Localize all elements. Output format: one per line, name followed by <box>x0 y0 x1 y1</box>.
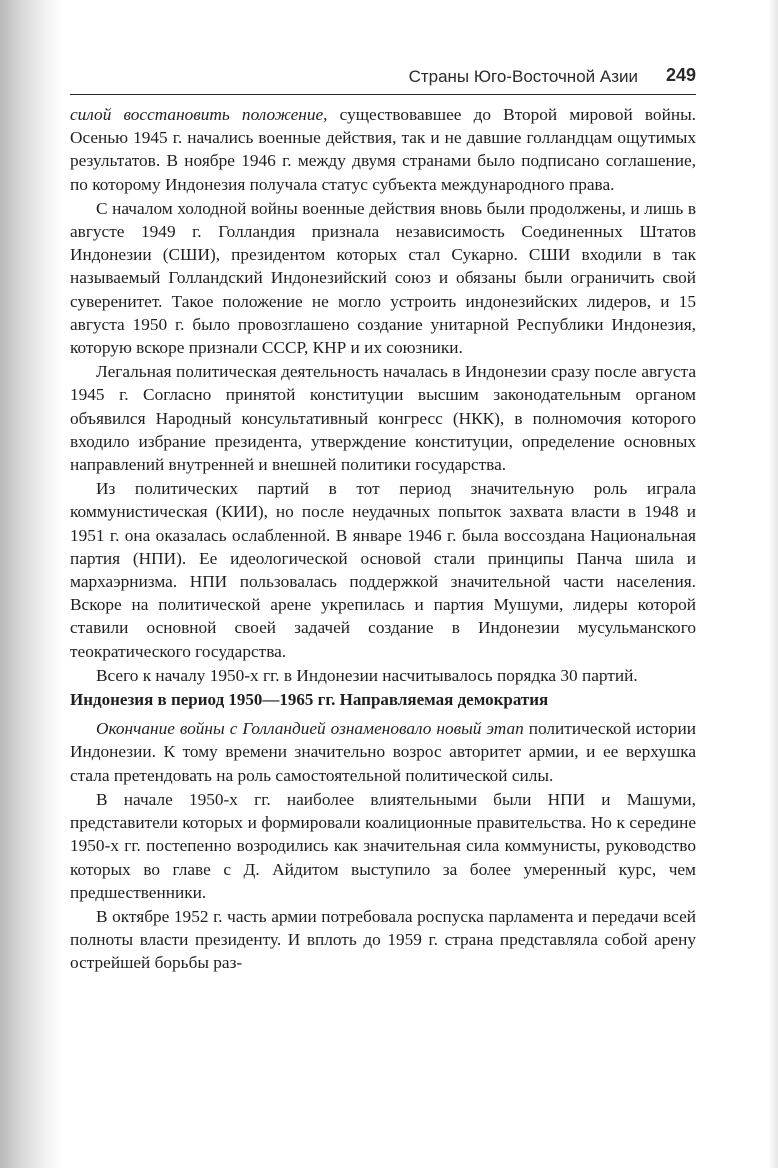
paragraph-7: В начале 1950-х гг. наиболее влиятельными были НПИ и Машуми, представители которых и формировали коалиционные правительства. Но к середине 1950-х гг. постепенно возродились как значительная сила коммунисты, руководство которых во главе с Д. Айдитом выступило за более умеренный курс, чем предшественники. <box>70 789 696 902</box>
paragraph-4: Из политических партий в тот период значительную роль играла коммунистическая (КИИ), но после неудачных попыток захвата власти в 1948 и 1951 г. она оказалась ослабленной. В январе 1946 г. была воссоздана Национальная партия (НПИ). Ее идеологической основой стали принципы Панча шила и мархаэрнизма. НПИ пользовалась поддержкой значительной части населения. Вскоре на политической арене укрепилась и партия Мушуми, лидеры которой ставили основной своей задачей создание в Индонезии мусульманского теократического государства. <box>70 479 696 661</box>
paragraph-1-text: существовавшее до Второй мировой войны. Осенью 1945 г. начались военные действия, так и не давшие голландцам ощутимых результатов. В ноябре 1946 г. между двумя странами было подписано соглашение, по которому Индонезия получала статус субъекта международного права. <box>70 105 696 194</box>
paragraph-2: С началом холодной войны военные действия вновь были продолжены, и лишь в августе 1949 г. Голландия признала независимость Соединенных Штатов Индонезии (СШИ), президентом которых стал Сукарно. СШИ входили в так называемый Голландский Индонезийский союз и обязаны были ограничить свой суверенитет. Такое положение не могло устроить индонезийских лидеров, и 15 августа 1950 г. было провозглашено создание унитарной Республики Индонезия, которую вскоре признали СССР, КНР и их союзники. <box>70 198 696 358</box>
running-header <box>70 64 696 90</box>
paragraph-1 <box>70 103 696 196</box>
paragraph-3: Легальная политическая деятельность началась в Индонезии сразу после августа 1945 г. Согласно принятой конституции высшим законодательным органом объявился Народный консультативный конгресс (НКК), в полномочия которого входило избрание президента, утверждение конституции, определение основных направлений внутренней и внешней политики государства. <box>70 362 696 475</box>
paragraph-1-italic: силой восстановить положение, <box>70 105 328 124</box>
section-heading: Индонезия в период 1950—1965 гг. Направляемая демократия <box>70 690 549 710</box>
page-gutter-shadow <box>0 0 62 1168</box>
header-rule <box>70 94 696 95</box>
page-edge-shadow <box>768 0 778 1168</box>
paragraph-6 <box>70 717 696 787</box>
paragraph-5: Всего к началу 1950-х гг. в Индонезии насчитывалось порядка 30 партий. <box>96 665 638 685</box>
paragraph-6-text: политической истории Индонезии. К тому времени значительно возрос авторитет армии, и ее верхушка стала претендовать на роль самостоятельной политической силы. <box>70 719 696 785</box>
running-header-title: Страны Юго-Восточной Азии <box>408 67 638 86</box>
page-body <box>70 103 696 975</box>
page-number: 249 <box>665 65 696 85</box>
paragraph-8: В октябре 1952 г. часть армии потребовала роспуска парламента и передачи всей полноты власти президенту. И вплоть до 1959 г. страна представляла собой арену острейшей борьбы раз- <box>70 906 696 973</box>
paragraph-6-italic: Окончание войны с Голландией ознаменовало новый этап <box>96 719 524 739</box>
